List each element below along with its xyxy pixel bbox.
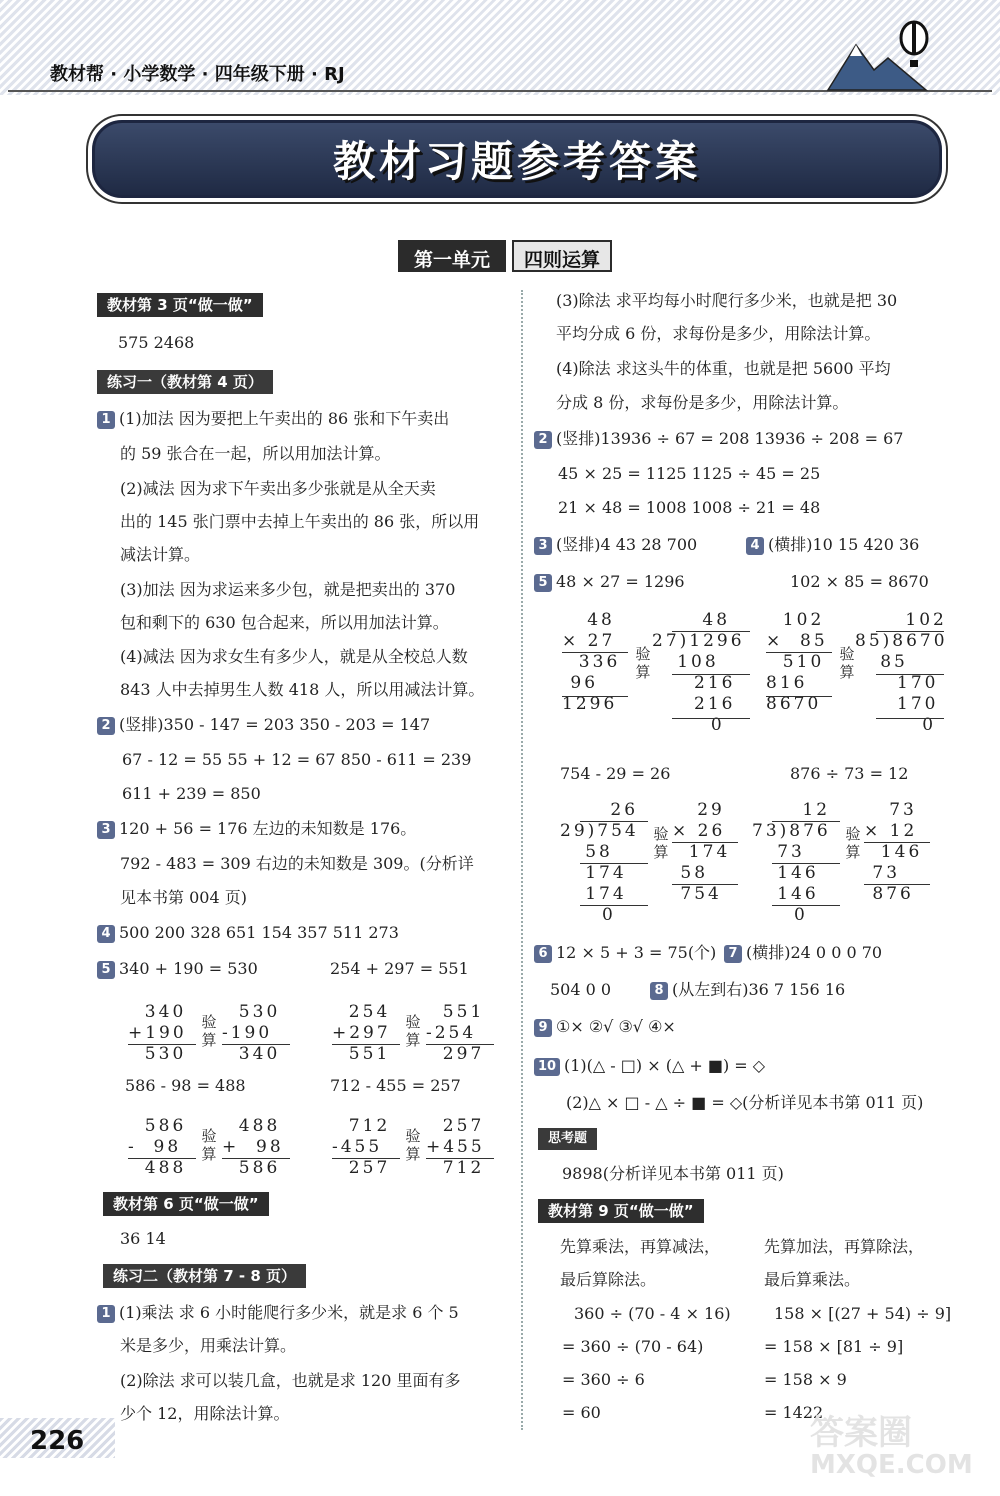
answer-text: (从左到右)36 7 156 16: [672, 980, 846, 999]
vertical-calc: 488 + 98 586: [222, 1116, 284, 1178]
answer-line: [97, 1302, 459, 1324]
unit-heading: [398, 240, 612, 272]
answer-line: 792 - 483 = 309 右边的未知数是 309。(分析详: [120, 854, 474, 873]
verify-label: 验算: [653, 825, 669, 861]
page-number: 226: [30, 1426, 85, 1456]
answer-line: = 360 ÷ (70 - 64): [562, 1337, 704, 1356]
question-number: 3: [97, 821, 115, 839]
answer-line: (2)除法 求可以装几盒，也就是求 120 里面有多: [120, 1371, 461, 1390]
vertical-calc: 12 73)876 73 146 146 0: [752, 800, 831, 925]
section-tag: 练习一（教材第 4 页）: [97, 370, 273, 394]
book-header: 教材帮 · 小学数学 · 四年级下册 · RJ: [50, 64, 345, 85]
calc-rule: [128, 1044, 196, 1045]
verify-label: 验算: [635, 645, 651, 681]
calc-rule: [562, 696, 628, 697]
calc-rule: [772, 821, 840, 822]
answer-line: 先算乘法，再算减法，: [560, 1237, 721, 1256]
answer-line: 减法计算。: [120, 545, 201, 564]
answer-line: [534, 428, 903, 450]
answer-line: 米是多少，用乘法计算。: [120, 1336, 297, 1355]
vertical-calc: 530 -190 340: [222, 1002, 281, 1064]
answer-text: 48 × 27 = 1296: [556, 572, 685, 591]
question-number: 2: [97, 717, 115, 735]
answer-text: 12 × 5 + 3 = 75(个): [556, 943, 717, 962]
calc-rule: [672, 674, 750, 675]
answer-line: 45 × 25 = 1125 1125 ÷ 45 = 25: [558, 464, 821, 483]
answer-line: [97, 714, 430, 736]
answer-line: 360 ÷ (70 - 4 × 16): [574, 1304, 731, 1323]
vertical-calc: 254 +297 551: [332, 1002, 391, 1064]
answer-line: [534, 1055, 765, 1077]
calc-rule: [766, 652, 832, 653]
watermark-text: 答案圈: [810, 1413, 912, 1453]
calc-rule: [672, 718, 750, 719]
answer-line: 先算加法，再算除法，: [764, 1237, 925, 1256]
unit-label: 第一单元: [398, 240, 506, 272]
answer-line: 504 0 0: [550, 980, 612, 999]
answer-line: 254 + 297 = 551: [330, 959, 469, 978]
answer-line: [534, 534, 697, 556]
verify-label: 验算: [405, 1013, 421, 1049]
answer-line: 843 人中去掉男生人数 418 人，所以用减法计算。: [120, 680, 485, 699]
calc-rule: [580, 905, 648, 906]
unit-name: 四则运算: [512, 240, 612, 272]
answer-line: [534, 571, 685, 593]
answer-line: 754 - 29 = 26: [560, 764, 671, 783]
question-number: 2: [534, 431, 552, 449]
answer-text: (竖排)4 43 28 700: [556, 535, 698, 554]
vertical-calc: 102 85)8670 85 170 170 0: [855, 610, 948, 735]
calc-rule: [222, 1044, 290, 1045]
calc-rule: [672, 842, 738, 843]
answers-banner: [92, 120, 942, 198]
answer-line: = 158 × 9: [764, 1370, 847, 1389]
question-number: 10: [534, 1058, 560, 1076]
answer-line: (4)减法 因为求女生有多少人，就是从全校总人数: [120, 647, 468, 666]
answer-text: 500 200 328 651 154 357 511 273: [119, 923, 399, 942]
answer-line: = 1422: [764, 1403, 824, 1422]
calc-rule: [128, 1158, 196, 1159]
question-number: 5: [97, 961, 115, 979]
answer-line: (2)△ × □ - △ ÷ ■ = ◇(分析详见本书第 011 页): [566, 1093, 924, 1112]
answer-line: (3)除法 求平均每小时爬行多少米，也就是把 30: [556, 291, 898, 310]
vertical-calc: 26 29)754 58 174 174 0: [560, 800, 639, 925]
answer-line: [97, 818, 416, 840]
question-number: 5: [534, 574, 552, 592]
column-divider: [521, 290, 523, 1430]
question-number: 1: [97, 411, 115, 429]
calc-rule: [772, 863, 840, 864]
answer-line: 平均分成 6 份，求每份是多少，用除法计算。: [556, 324, 881, 343]
vertical-calc: 48 27)1296 108 216 216 0: [652, 610, 745, 735]
vertical-calc: 551 -254 297: [426, 1002, 485, 1064]
answer-line: = 360 ÷ 6: [562, 1370, 645, 1389]
answer-line: 575 2468: [118, 333, 195, 352]
calc-rule: [876, 718, 944, 719]
answer-line: 9898(分析详见本书第 011 页): [562, 1164, 784, 1183]
question-number: 1: [97, 1305, 115, 1323]
vertical-calc: 73 × 12 146 73 876: [864, 800, 923, 904]
answer-line: 21 × 48 = 1008 1008 ÷ 21 = 48: [558, 498, 821, 517]
answer-line: 36 14: [120, 1229, 166, 1248]
answer-line: [97, 922, 399, 944]
answer-line: 最后算除法。: [560, 1270, 657, 1289]
calc-rule: [766, 696, 832, 697]
answer-text: (横排)10 15 420 36: [768, 535, 920, 554]
banner-title: 教材习题参考答案: [332, 137, 701, 186]
question-number: 9: [534, 1019, 552, 1037]
answer-text: ①× ②√ ③√ ④×: [556, 1017, 676, 1036]
verify-label: 验算: [405, 1127, 421, 1163]
answer-line: [650, 979, 845, 1001]
answer-line: 586 - 98 = 488: [125, 1076, 246, 1095]
answer-line: 最后算乘法。: [764, 1270, 861, 1289]
answer-line: [746, 534, 919, 556]
answer-text: (1)乘法 求 6 小时能爬行多少米，就是求 6 个 5: [119, 1303, 459, 1322]
calc-rule: [864, 884, 930, 885]
question-number: 4: [97, 925, 115, 943]
calc-rule: [562, 652, 628, 653]
question-number: 4: [746, 537, 764, 555]
answer-line: [97, 958, 258, 980]
verify-label: 验算: [845, 825, 861, 861]
question-number: 6: [534, 945, 552, 963]
calc-rule: [772, 905, 840, 906]
answer-line: = 158 × [81 ÷ 9]: [764, 1337, 904, 1356]
answer-line: [534, 942, 716, 964]
answer-text: 340 + 190 = 530: [119, 959, 258, 978]
section-tag: 教材第 6 页“做一做”: [103, 1192, 269, 1216]
calc-rule: [426, 1044, 494, 1045]
answer-line: 102 × 85 = 8670: [790, 572, 929, 591]
answer-line: 分成 8 份，求每份是多少，用除法计算。: [556, 393, 849, 412]
question-number: 7: [724, 945, 742, 963]
answer-text: 120 + 56 = 176 左边的未知数是 176。: [119, 819, 417, 838]
answer-line: 712 - 455 = 257: [330, 1076, 461, 1095]
calc-rule: [332, 1044, 400, 1045]
answer-line: (4)除法 求这头牛的体重，也就是把 5600 平均: [556, 359, 891, 378]
calc-rule: [332, 1158, 400, 1159]
section-tag: 练习二（教材第 7 - 8 页）: [103, 1264, 306, 1288]
calc-rule: [426, 1158, 494, 1159]
mountain-balloon-icon: [826, 20, 936, 92]
answer-line: 611 + 239 = 850: [122, 784, 261, 803]
answer-line: 见本书第 004 页): [120, 888, 247, 907]
answer-text: (竖排)350 - 147 = 203 350 - 203 = 147: [119, 715, 431, 734]
think-tag: 思考题: [538, 1128, 597, 1150]
calc-rule: [876, 631, 944, 632]
calc-rule: [672, 884, 738, 885]
verify-label: 验算: [839, 645, 855, 681]
answer-line: 出的 145 张门票中去掉上午卖出的 86 张，所以用: [120, 512, 480, 531]
answer-line: (2)减法 因为求下午卖出多少张就是从全天卖: [120, 479, 436, 498]
watermark-url: MXQE.COM: [810, 1450, 973, 1480]
answer-text: (1)(△ - □) × (△ + ■) = ◇: [564, 1056, 766, 1075]
vertical-calc: 712 -455 257: [332, 1116, 391, 1178]
answer-line: 67 - 12 = 55 55 + 12 = 67 850 - 611 = 239: [122, 750, 472, 769]
answer-line: [534, 1016, 676, 1038]
calc-rule: [222, 1158, 290, 1159]
section-tag: 教材第 9 页“做一做”: [538, 1199, 704, 1223]
answer-text: (竖排)13936 ÷ 67 = 208 13936 ÷ 208 = 67: [556, 429, 904, 448]
answer-line: 少个 12，用除法计算。: [120, 1404, 290, 1423]
vertical-calc: 48 × 27 336 96 1296: [562, 610, 621, 714]
vertical-calc: 586 - 98 488: [128, 1116, 187, 1178]
answer-text: (横排)24 0 0 0 70: [746, 943, 883, 962]
calc-rule: [580, 821, 648, 822]
verify-label: 验算: [201, 1013, 217, 1049]
answer-line: [97, 408, 449, 430]
vertical-calc: 102 × 85 510 816 8670: [766, 610, 828, 714]
answer-line: 876 ÷ 73 = 12: [790, 764, 909, 783]
calc-rule: [580, 863, 648, 864]
answer-line: 的 59 张合在一起，所以用加法计算。: [120, 444, 391, 463]
vertical-calc: 257 +455 712: [426, 1116, 485, 1178]
vertical-calc: 340 +190 530: [128, 1002, 187, 1064]
answer-line: 158 × [(27 + 54) ÷ 9]: [774, 1304, 952, 1323]
calc-rule: [876, 674, 944, 675]
question-number: 3: [534, 537, 552, 555]
vertical-calc: 29 × 26 174 58 754: [672, 800, 731, 904]
verify-label: 验算: [201, 1127, 217, 1163]
answer-line: 包和剩下的 630 包合起来，所以用加法计算。: [120, 613, 449, 632]
answer-line: (3)加法 因为求运来多少包，就是把卖出的 370: [120, 580, 456, 599]
answer-line: = 60: [562, 1403, 601, 1422]
answer-text: (1)加法 因为要把上午卖出的 86 张和下午卖出: [119, 409, 450, 428]
answer-line: [724, 942, 882, 964]
section-tag: 教材第 3 页“做一做”: [97, 293, 263, 317]
calc-rule: [864, 842, 930, 843]
calc-rule: [672, 631, 750, 632]
question-number: 8: [650, 982, 668, 1000]
